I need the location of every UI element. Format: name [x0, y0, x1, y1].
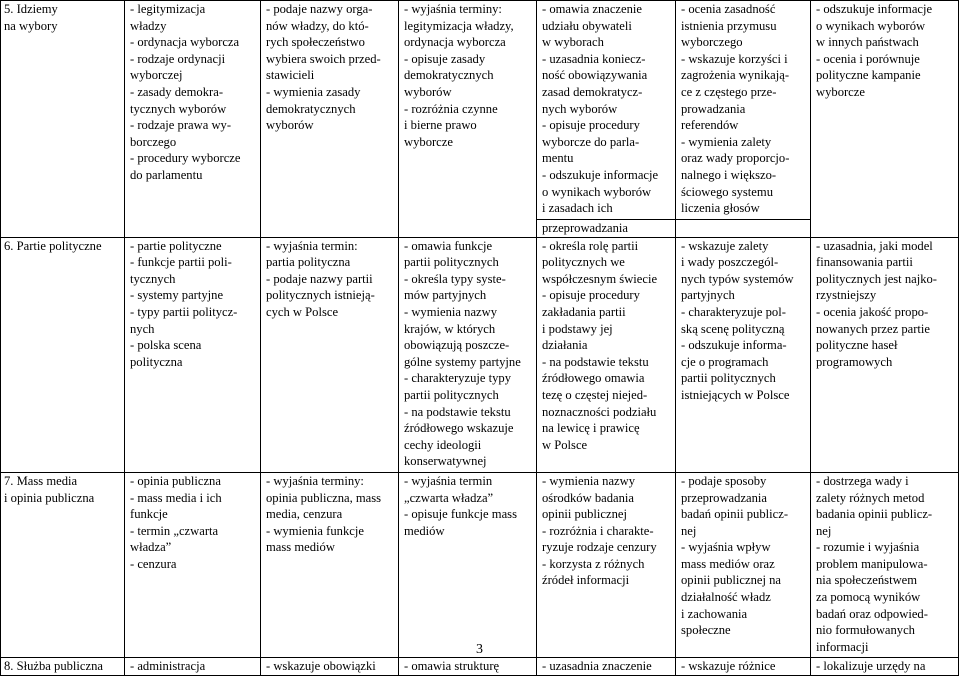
text-line: stawicieli	[266, 68, 315, 83]
text-line: - procedury wyborcze	[130, 151, 241, 166]
text-line: 7. Mass media	[4, 473, 78, 488]
text-line: nej	[681, 523, 697, 538]
text-line: polityczne kampanie	[816, 68, 921, 83]
text-line: - wymienia funkcje	[266, 523, 364, 538]
text-line: na lewicę i prawicę	[542, 421, 640, 436]
text-line: referendów	[681, 118, 739, 133]
text-line: mass mediów oraz	[681, 556, 775, 571]
text-line: - zasady demokra-	[130, 84, 224, 99]
text-line: - opisuje procedury	[542, 118, 640, 133]
text-line: opinii publicznej	[542, 507, 627, 522]
requirements-good-cell	[537, 237, 676, 472]
text-line: - wyjaśnia termin:	[266, 238, 358, 253]
text-line: - wskazuje obowiązki	[266, 659, 376, 674]
text-line: politycznych jest najko-	[816, 271, 938, 286]
text-line: „czwarta władza”	[404, 490, 494, 505]
text-line: nio formułowanych	[816, 623, 915, 638]
text-line: ośrodków badania	[542, 490, 634, 505]
text-line: programowych	[816, 354, 893, 369]
text-line: - omawia znaczenie	[542, 2, 642, 16]
text-line: w innych państwach	[816, 35, 919, 50]
requirements-verygood-cell	[676, 1, 811, 220]
text-line: - wskazuje różnice	[681, 659, 776, 674]
text-line: - ocenia jakość propo-	[816, 304, 929, 319]
text-line: istniejących w Polsce	[681, 387, 790, 402]
text-line: demokratycznych	[404, 68, 494, 83]
text-line: nalnego i większo-	[681, 167, 777, 182]
requirements-excellent-cell	[811, 237, 959, 472]
text-line: - systemy partyjne	[130, 288, 224, 303]
text-line: nych typów systemów	[681, 271, 794, 286]
text-line: - wskazuje korzyści i	[681, 51, 788, 66]
requirements-basic-cell	[261, 237, 399, 472]
text-line: i wady poszczegól-	[681, 255, 779, 270]
text-line: na wybory	[4, 18, 58, 33]
text-line: - na podstawie tekstu	[542, 354, 649, 369]
text-line: - ocenia zasadność	[681, 2, 776, 16]
text-line: problem manipulowa-	[816, 556, 928, 571]
text-line: nych wyborów	[542, 101, 618, 116]
text-line: - funkcje partii poli-	[130, 255, 232, 270]
text-line: - typy partii politycz-	[130, 304, 238, 319]
text-line: - termin „czwarta	[130, 523, 219, 538]
requirements-good-cell	[537, 472, 676, 658]
text-line: - rodzaje ordynacji	[130, 51, 226, 66]
text-line: partyjnych	[681, 288, 735, 303]
text-line: nów władzy, do któ-	[266, 18, 369, 33]
text-line: ściowego systemu	[681, 184, 773, 199]
text-line: rzystniejszy	[816, 288, 877, 303]
text-line: - uzasadnia, jaki model	[816, 238, 933, 253]
text-line: cje o programach	[681, 354, 769, 369]
text-line: ce z częstego prze-	[681, 84, 777, 99]
text-line: zakładania partii	[542, 304, 626, 319]
text-line: - legitymizacja	[130, 2, 206, 16]
text-line: partia polityczna	[266, 255, 351, 270]
text-line: - wymienia nazwy	[542, 473, 636, 488]
text-line: wybiera swoich przed-	[266, 51, 381, 66]
text-line: - wyjaśnia terminy:	[404, 2, 502, 16]
text-line: - rodzaje prawa wy-	[130, 118, 232, 133]
text-line: zasad demokratycz-	[542, 84, 643, 99]
text-line: - wymienia nazwy	[404, 304, 498, 319]
text-line: o wynikach wyborów	[816, 18, 926, 33]
text-line: zagrożenia wynikają-	[681, 68, 790, 83]
text-line: przeprowadzania	[681, 490, 768, 505]
text-line: w wyborach	[542, 35, 604, 50]
text-line: nych	[130, 321, 155, 336]
text-line: - polska scena	[130, 338, 202, 353]
text-line: legitymizacja władzy,	[404, 18, 514, 33]
topics-cell	[125, 472, 261, 658]
requirements-good-cell	[537, 1, 676, 220]
text-line: i podstawy jej	[542, 321, 613, 336]
text-line: obowiązują poszcze-	[404, 338, 510, 353]
text-line: cych w Polsce	[266, 304, 339, 319]
text-line: - opisuje procedury	[542, 288, 640, 303]
text-line: liczenia głosów	[681, 201, 760, 216]
text-line: - wyjaśnia wpływ	[681, 540, 771, 555]
text-line: politycznych we	[542, 255, 625, 270]
text-line: - wymienia zasady	[266, 84, 361, 99]
requirements-good-tail	[537, 220, 676, 238]
requirements-verygood-cell	[676, 472, 811, 658]
text-line: - uzasadnia koniecz-	[542, 51, 646, 66]
text-line: i bierne prawo	[404, 118, 477, 133]
text-line: - ocenia i porównuje	[816, 51, 920, 66]
text-line: funkcje	[130, 507, 168, 522]
text-line: - wyjaśnia terminy:	[266, 473, 364, 488]
text-line: noznaczności podziału	[542, 404, 657, 419]
text-line: - opisuje funkcje mass	[404, 507, 517, 522]
text-line: konserwatywnej	[404, 454, 487, 469]
text-line: władzy	[130, 18, 167, 33]
text-line: media, cenzura	[266, 507, 343, 522]
text-line: - mass media i ich	[130, 490, 222, 505]
text-line: społeczne	[681, 623, 731, 638]
text-line: - administracja	[130, 659, 206, 674]
text-line: partii politycznych	[404, 387, 499, 402]
text-line: władza”	[130, 540, 172, 555]
text-line: gólne systemy partyjne	[404, 354, 521, 369]
text-line: za pomocą wyników	[816, 590, 921, 605]
text-line: - opisuje zasady	[404, 51, 486, 66]
text-line: - na podstawie tekstu	[404, 404, 511, 419]
text-line: ską scenę polityczną	[681, 321, 785, 336]
text-line: i zasadach ich	[542, 201, 613, 216]
text-line: - lokalizuje urzędy na	[816, 659, 926, 674]
page-number: 3	[476, 642, 483, 657]
text-line: opinia publiczna, mass	[266, 490, 382, 505]
section-title-cell	[1, 237, 125, 472]
text-line: - rozróżnia i charakte-	[542, 523, 654, 538]
table-row-section-7	[1, 472, 959, 658]
text-line: wyborcze	[816, 84, 865, 99]
text-line: prowadzania	[681, 101, 746, 116]
text-line: wyborcze	[404, 134, 453, 149]
section-title-cell	[1, 472, 125, 658]
table-row-section-5	[1, 1, 959, 220]
text-line: - korzysta z różnych	[542, 556, 645, 571]
text-line: wyborów	[404, 84, 452, 99]
requirements-excellent-cell	[811, 472, 959, 658]
text-line: - wskazuje zalety	[681, 238, 769, 253]
text-line: - omawia strukturę	[404, 659, 500, 674]
text-line: tycznych wyborów	[130, 101, 227, 116]
text-line: wyborcze do parla-	[542, 134, 640, 149]
text-line: udziału obywateli	[542, 18, 632, 33]
text-line: - odszukuje informacje	[816, 2, 933, 16]
text-line: - charakteryzuje pol-	[681, 304, 786, 319]
text-line: mentu	[542, 151, 574, 166]
text-line: ordynacja wyborcza	[404, 35, 506, 50]
text-line: i zachowania	[681, 606, 748, 621]
requirements-excellent-cell	[811, 1, 959, 238]
text-line: - wymienia zalety	[681, 134, 772, 149]
text-line: politycznych istnieją-	[266, 288, 375, 303]
text-line: badań opinii publicz-	[681, 507, 789, 522]
requirements-verygood-tail	[676, 220, 811, 238]
text-line: - określa typy syste-	[404, 271, 506, 286]
requirements-sufficient-cell	[399, 472, 537, 658]
text-line: - uzasadnia znaczenie	[542, 659, 652, 674]
text-line: polityczne haseł	[816, 338, 898, 353]
text-line: o wynikach wyborów	[542, 184, 652, 199]
text-line: finansowania partii	[816, 255, 913, 270]
text-line: ność obowiązywania	[542, 68, 648, 83]
requirements-sufficient-cell	[399, 237, 537, 472]
text-line: i opinia publiczna	[4, 490, 95, 505]
text-line: 8. Służba publiczna	[4, 659, 103, 674]
text-line: - odszukuje informacje	[542, 167, 659, 182]
table-row-section-6	[1, 237, 959, 472]
text-line: tezę o częstej niejed-	[542, 387, 648, 402]
text-line: krajów, w których	[404, 321, 496, 336]
text-line: - rozumie i wyjaśnia	[816, 540, 920, 555]
text-line: istnienia przymusu	[681, 18, 777, 33]
text-line: 6. Partie polityczne	[4, 238, 102, 253]
text-line: - określa rolę partii	[542, 238, 639, 253]
text-line: tycznych	[130, 271, 176, 286]
text-line: opinii publicznej na	[681, 573, 782, 588]
text-line: działania	[542, 338, 588, 353]
text-line: - charakteryzuje typy	[404, 371, 511, 386]
text-line: borczego	[130, 134, 177, 149]
text-line: współczesnym świecie	[542, 271, 658, 286]
text-line: 5. Idziemy	[4, 2, 58, 16]
requirements-basic-cell	[261, 1, 399, 238]
text-line: mass mediów	[266, 540, 335, 555]
text-line: wyborczej	[130, 68, 183, 83]
text-line: rych społeczeństwo	[266, 35, 365, 50]
text-line: - ordynacja wyborcza	[130, 35, 240, 50]
text-line: źródłowego omawia	[542, 371, 645, 386]
text-line: badań oraz odpowied-	[816, 606, 928, 621]
text-line: demokratycznych	[266, 101, 356, 116]
text-line: badania opinii publicz-	[816, 507, 933, 522]
text-line: - podaje nazwy orga-	[266, 2, 373, 16]
requirements-sufficient-cell	[399, 1, 537, 238]
section-title-cell	[1, 1, 125, 238]
topics-cell	[125, 237, 261, 472]
text-line: źródłowego wskazuje	[404, 421, 514, 436]
text-line: partii politycznych	[404, 255, 499, 270]
text-line: w Polsce	[542, 437, 588, 452]
text-line: nowanych przez partie	[816, 321, 930, 336]
text-line: nej	[816, 523, 832, 538]
text-line: wyborów	[266, 118, 314, 133]
requirements-verygood-cell	[676, 237, 811, 472]
text-line: do parlamentu	[130, 167, 203, 182]
text-line: - dostrzega wady i	[816, 473, 909, 488]
text-line: wyborczego	[681, 35, 743, 50]
text-line: - podaje nazwy partii	[266, 271, 373, 286]
text-line: mów partyjnych	[404, 288, 487, 303]
requirements-basic-cell	[261, 472, 399, 658]
text-line: - podaje sposoby	[681, 473, 767, 488]
text-line: działalność władz	[681, 590, 771, 605]
text-line: - rozróżnia czynne	[404, 101, 498, 116]
text-line: polityczna	[130, 354, 183, 369]
text-line: - odszukuje informa-	[681, 338, 787, 353]
text-line: oraz wady proporcjo-	[681, 151, 790, 166]
text-line: - opinia publiczna	[130, 473, 221, 488]
topics-cell	[125, 1, 261, 238]
text-line: nia społeczeństwem	[816, 573, 918, 588]
text-line: - cenzura	[130, 556, 177, 571]
text-line: ryzuje rodzaje cenzury	[542, 540, 657, 555]
text-line: przeprowadzania	[542, 221, 629, 235]
text-line: mediów	[404, 523, 445, 538]
text-line: partii politycznych	[681, 371, 776, 386]
text-line: źródeł informacji	[542, 573, 630, 588]
text-line: - omawia funkcje	[404, 238, 493, 253]
text-line: - wyjaśnia termin	[404, 473, 493, 488]
text-line: informacji	[816, 639, 869, 654]
text-line: cechy ideologii	[404, 437, 482, 452]
text-line: zalety różnych metod	[816, 490, 925, 505]
text-line: - partie polityczne	[130, 238, 222, 253]
